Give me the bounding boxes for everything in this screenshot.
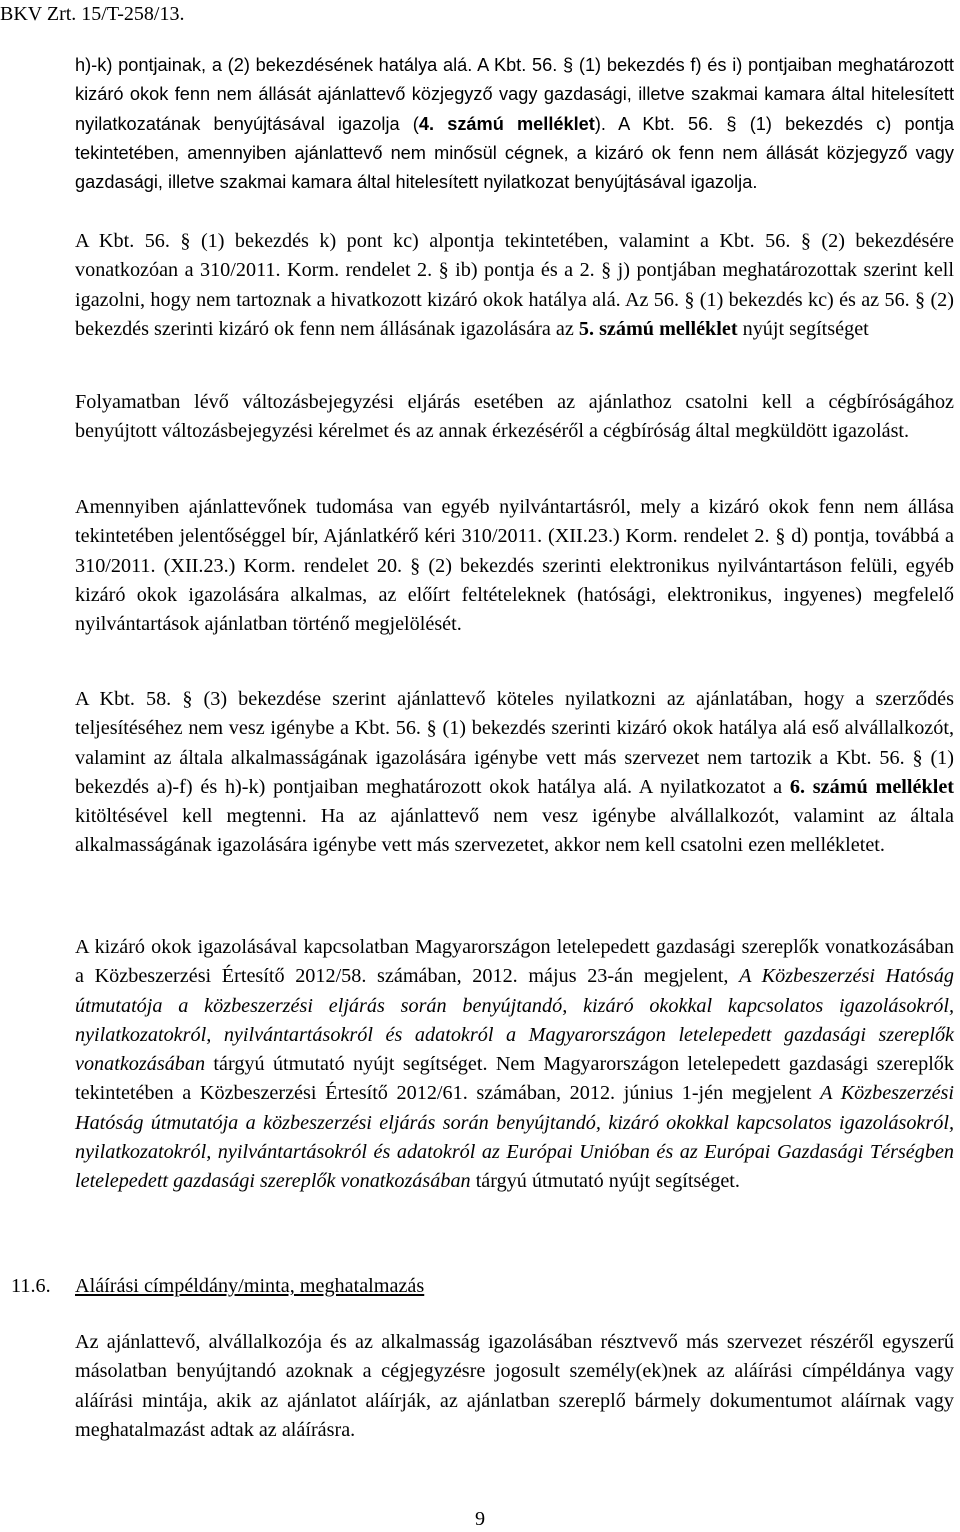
- paragraph-text: kitöltésével kell megtenni. Ha az ajánlattevő nem vesz igénybe alvállalkozót, valamint az általa alkalmasságának igazolására igénybe vett más szervezetet, akkor nem kell csatolni ezen mellékletet.: [75, 805, 954, 857]
- annex-reference: 6. számú melléklet: [789, 775, 955, 798]
- paragraph-guidance-references: [75, 933, 954, 1197]
- annex-reference: 4. számú melléklet: [418, 113, 595, 134]
- paragraph-text: nyújt segítséget: [737, 317, 869, 340]
- paragraph-text: A Kbt. 56. § (1) bekezdés k) pont kc) alpontja tekintetében, valamint a Kbt. 56. § (2) bekezdésére vonatkozóan a 310/2011. Korm. rendelet 2. § ib) pontja és a 2. § j) pontjában meghatározottak szerint kell igazolni, hogy nem tartoznak a hivatkozott kizáró okok hatálya alá. Az 56. § (1) bekezdés kc) és az 56. § (2) bekezdés szerinti kizáró ok fenn nem állásának igazolására az: [75, 230, 954, 340]
- paragraph-text: A Kbt. 58. § (3) bekezdése szerint ajánlattevő köteles nyilatkozni az ajánlatában, hogy a szerződés teljesítéséhez nem vesz igénybe a Kbt. 56. § (1) bekezdés szerinti kizáró okok hatálya alá eső alvállalkozót, valamint az általa alkalmasságának igazolására igénybe vett más szervezet nem tartozik a Kbt. 56. § (1) bekezdés a)-f) és h)-k) pontjaiban meghatározott okok hatálya alá. A nyilatkozatot a: [75, 688, 954, 798]
- paragraph-text: h)-k) pontjainak, a (2) bekezdésének hatálya alá. A Kbt. 56. § (1) bekezdés f) és i) pontjaiban meghatározott kizáró okok fenn nem állását ajánlattevő közjegyző vagy gazdasági, illetve szakmai kamara által hitelesített nyilatkozatának benyújtásával igazolja (: [75, 55, 954, 134]
- paragraph-text: A kizáró okok igazolásával kapcsolatban Magyarországon letelepedett gazdasági szereplők vonatkozásában a Közbeszerzési Értesítő 2012/58. számában, 2012. május 23-án megjelent,: [75, 936, 954, 988]
- annex-reference: 5. számú melléklet: [578, 317, 738, 340]
- page-number: 9: [474, 1508, 486, 1530]
- guidance-title: A Közbeszerzési Hatóság útmutatója a közbeszerzési eljárás során benyújtandó, kizáró okokkal kapcsolatos igazolásokról, nyilatkozatokról, nyilvántartásokról és adatokról az Európai Unióban és az Európai Gazdasági Térségben letelepedett gazdasági szereplők vonatkozásában: [75, 1082, 954, 1193]
- paragraph-other-registries: Amennyiben ajánlattevőnek tudomása van egyéb nyilvántartásról, mely a kizáró okok fenn nem állása tekintetében jelentőséggel bír, Ajánlatkérő kéri 310/2011. (XII.23.) Korm. rendelet 2. § d) pontja, továbbá a 310/2011. (XII.23.) Korm. rendelet 20. § (2) bekezdés szerinti elektronikus nyilvántartáson felüli, egyéb kizáró okok igazolására alkalmas, az előírt feltételeknek (hatósági, elektronikus, ingyenes) megfelelő nyilvántartások ajánlatban történő megjelölését.: [75, 496, 954, 636]
- paragraph-text: ). A Kbt. 56. § (1) bekezdés c) pontja tekintetében, amennyiben ajánlattevő nem minősül cégnek, a kizáró ok fenn nem állását közjegyző vagy gazdasági, illetve szakmai kamara által hitelesített nyilatkozat benyújtásával igazolja.: [75, 113, 955, 193]
- paragraph-text: tárgyú útmutató nyújt segítséget. Nem Magyarországon letelepedett gazdasági szereplők tekintetében a Közbeszerzési Értesítő 2012/61. számában, 2012. június 1-jén megjelent: [75, 1053, 954, 1105]
- section-heading: [11, 1272, 425, 1301]
- paragraph-kc-subpoint: [75, 227, 954, 344]
- paragraph-text: tárgyú útmutató nyújt segítséget.: [470, 1170, 740, 1193]
- paragraph-signature-specimen: Az ajánlattevő, alvállalkozója és az alkalmasság igazolásában résztvevő más szervezet részéről egyszerű másolatban benyújtandó azoknak a cégjegyzésre jogosult személy(ek)nek az aláírási címpéldánya vagy aláírási mintája, akik az ajánlatot aláírják, az ajánlatban szereplő bármely dokumentumot aláírnak vagy meghatalmazást adtak az aláírásra.: [75, 1331, 954, 1441]
- paragraph-change-registration: Folyamatban lévő változásbejegyzési eljárás esetében az ajánlathoz csatolni kell a cégbíróságához benyújtott változásbejegyzési kérelmet és az annak érkezéséről a cégbíróság által megküldött igazolást.: [75, 391, 954, 443]
- document-reference-header: BKV Zrt. 15/T-258/13.: [0, 3, 185, 25]
- section-number: 11.6.: [11, 1275, 51, 1297]
- section-title: Aláírási címpéldány/minta, meghatalmazás: [75, 1275, 425, 1297]
- paragraph-subcontractor-declaration: [75, 685, 954, 861]
- paragraph-kbt-56-proof: [75, 51, 954, 197]
- guidance-title: A Közbeszerzési Hatóság útmutatója a közbeszerzési eljárás során benyújtandó, kizáró okokkal kapcsolatos igazolásokról, nyilatkozatokról, nyilvántartásokról és adatokról a Magyarországon letelepedett gazdasági szereplők vonatkozásában: [75, 965, 954, 1076]
